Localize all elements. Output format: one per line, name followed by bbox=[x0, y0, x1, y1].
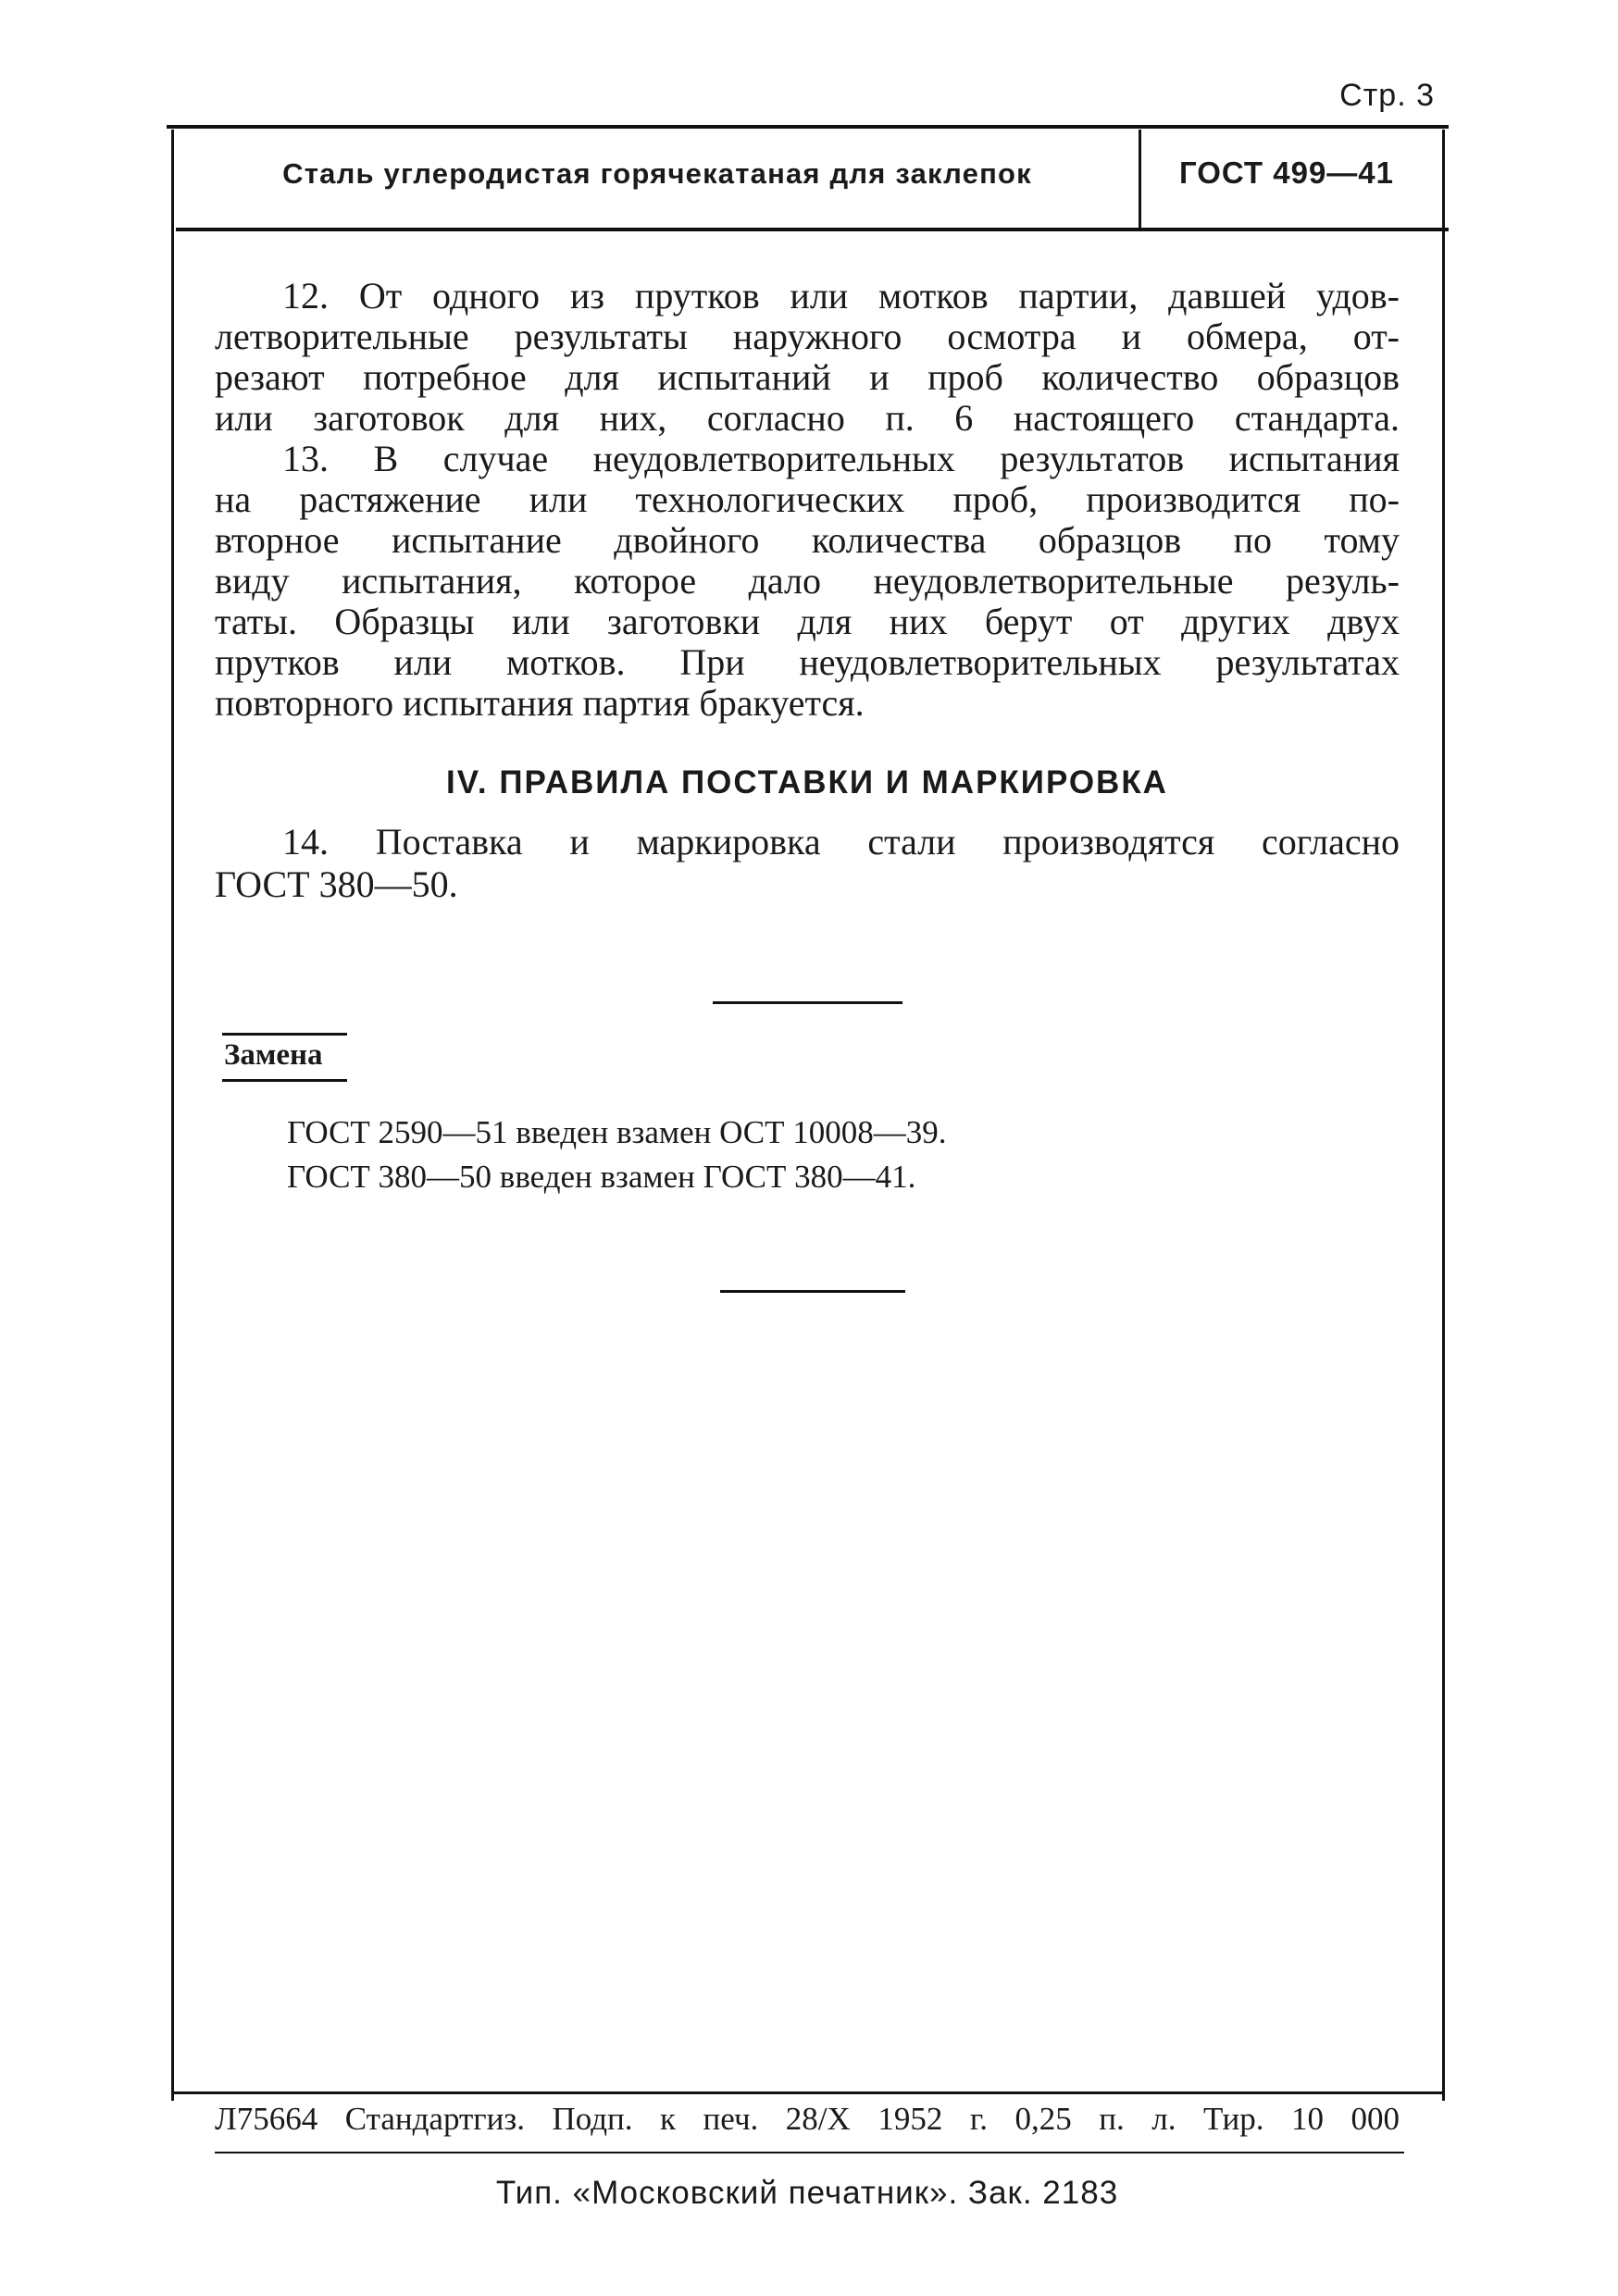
replacement-line-2: ГОСТ 380—50 введен взамен ГОСТ 380—41. bbox=[287, 1159, 916, 1195]
page-number: Стр. 3 bbox=[1339, 78, 1435, 113]
paragraph-13-line-1: 13. В случае неудовлетворительных результатов испытания bbox=[282, 438, 1400, 479]
paragraph-13-line-3: вторное испытание двойного количества образцов по тому bbox=[215, 519, 1400, 561]
paragraph-13-line-4: виду испытания, которое дало неудовлетворительные резуль- bbox=[215, 560, 1400, 602]
header-bottom-rule bbox=[176, 228, 1449, 231]
separator-dash bbox=[720, 1290, 905, 1293]
paragraph-13-line-6: прутков или мотков. При неудовлетворительных результатах bbox=[215, 641, 1400, 683]
right-frame-line bbox=[1442, 130, 1445, 2101]
standard-code: ГОСТ 499—41 bbox=[1178, 155, 1395, 190]
header-divider bbox=[1139, 130, 1141, 228]
footer-rule bbox=[215, 2152, 1404, 2153]
replacement-label-underline bbox=[222, 1079, 347, 1082]
paragraph-13-line-2: на растяжение или технологических проб, производится по- bbox=[215, 478, 1400, 520]
section-heading: IV. ПРАВИЛА ПОСТАВКИ И МАРКИРОВКА bbox=[446, 764, 1168, 800]
footer-printer: Тип. «Московский печатник». Зак. 2183 bbox=[495, 2175, 1119, 2211]
separator-dash bbox=[713, 1001, 902, 1004]
paragraph-14-line-1: 14. Поставка и маркировка стали производятся согласно bbox=[282, 821, 1400, 863]
paragraph-12-line-3: резают потребное для испытаний и проб количество образцов bbox=[215, 356, 1400, 398]
paragraph-13-line-7: повторного испытания партия бракуется. bbox=[215, 682, 865, 724]
header-top-rule bbox=[167, 125, 1449, 129]
frame-bottom-rule bbox=[171, 2091, 1445, 2094]
left-frame-line bbox=[171, 130, 174, 2101]
paragraph-12-line-1: 12. От одного из прутков или мотков партии, давшей удов- bbox=[282, 275, 1400, 316]
document-title: Сталь углеродистая горячекатаная для заклепок bbox=[282, 157, 1032, 190]
footer-imprint: Л75664 Стандартгиз. Подп. к печ. 28/X 1952 г. 0,25 п. л. Тир. 10 000 bbox=[215, 2101, 1400, 2137]
replacement-label-underline-top bbox=[222, 1033, 347, 1036]
paragraph-13-line-5: таты. Образцы или заготовки для них берут от других двух bbox=[215, 601, 1400, 642]
replacement-label: Замена bbox=[224, 1038, 323, 1072]
paragraph-12-line-4: или заготовок для них, согласно п. 6 настоящего стандарта. bbox=[215, 397, 1400, 439]
paragraph-14-line-2: ГОСТ 380—50. bbox=[215, 863, 458, 905]
paragraph-12-line-2: летворительные результаты наружного осмотра и обмера, от- bbox=[215, 316, 1400, 357]
replacement-line-1: ГОСТ 2590—51 введен взамен ОСТ 10008—39. bbox=[287, 1114, 947, 1150]
